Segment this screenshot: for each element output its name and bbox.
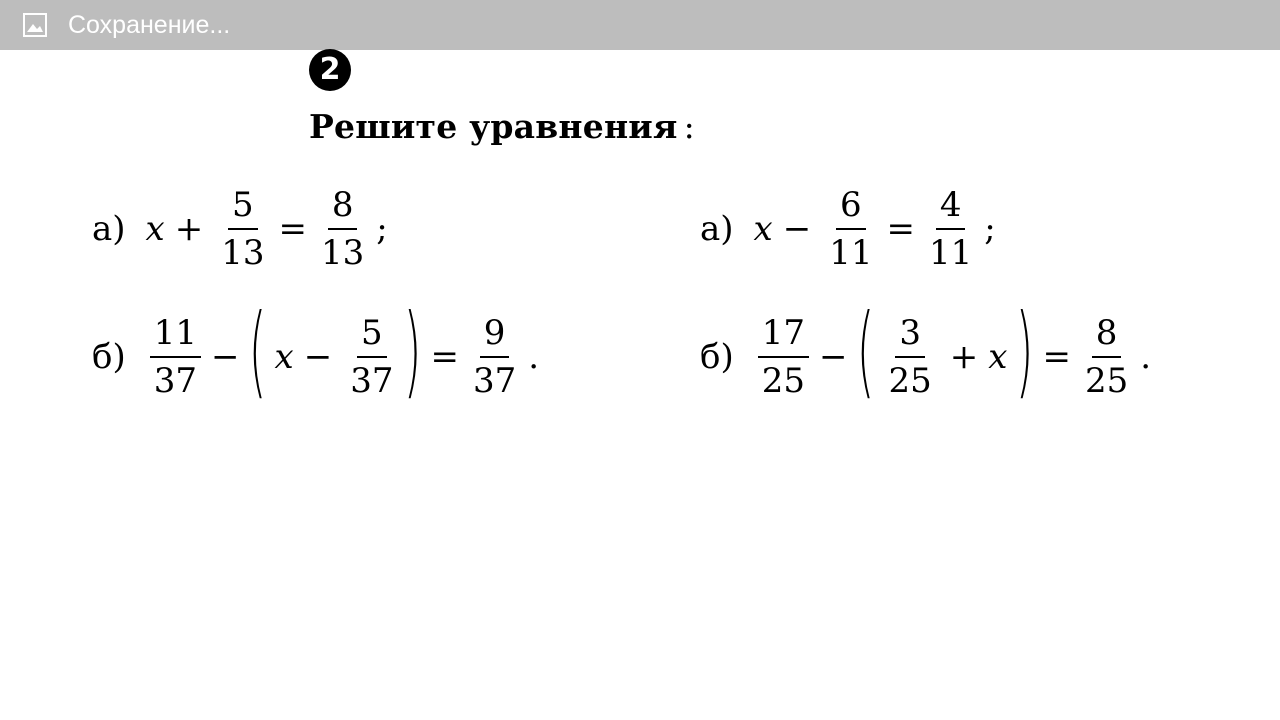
operator: −	[819, 337, 848, 377]
denominator: 13	[221, 233, 265, 273]
numerator: 3	[895, 310, 925, 358]
numerator: 11	[150, 310, 201, 358]
numerator: 6	[836, 182, 866, 230]
denominator: 25	[761, 361, 805, 401]
denominator: 25	[888, 361, 932, 401]
variable-x: x	[988, 337, 1008, 377]
numerator: 9	[480, 310, 510, 358]
fraction	[217, 182, 268, 276]
denominator: 37	[350, 361, 394, 401]
denominator: 37	[153, 361, 197, 401]
fraction	[825, 182, 876, 276]
equation-label: а)	[700, 209, 734, 249]
operator: −	[782, 209, 812, 249]
right-parenthesis: )	[1016, 292, 1034, 409]
semicolon: ;	[376, 209, 388, 249]
image-icon	[23, 13, 47, 37]
denominator: 37	[472, 361, 517, 401]
fraction	[1081, 310, 1132, 404]
fraction	[925, 182, 976, 276]
fraction	[758, 310, 809, 404]
denominator: 11	[929, 233, 973, 273]
equals-sign: =	[886, 209, 915, 249]
fraction	[317, 182, 368, 276]
equation-label: б)	[92, 337, 126, 377]
operator: −	[303, 337, 333, 377]
numerator: 5	[357, 310, 387, 358]
variable-x: x	[145, 209, 165, 249]
task-heading	[309, 107, 695, 146]
equals-sign: =	[430, 337, 459, 377]
operator: −	[211, 337, 240, 377]
equation-right-b	[700, 292, 1152, 409]
equation-label: а)	[92, 209, 126, 249]
semicolon: ;	[984, 209, 996, 249]
variable-x: x	[753, 209, 773, 249]
operator: +	[174, 209, 204, 249]
equals-sign: =	[1042, 337, 1071, 377]
task-number-badge: 2	[309, 49, 351, 91]
operator: +	[949, 337, 979, 377]
numerator: 8	[1092, 310, 1122, 358]
equation-right-a	[700, 182, 996, 276]
heading-text: Решите уравнения	[309, 107, 678, 146]
numerator: 4	[936, 182, 966, 230]
equation-label: б)	[700, 337, 734, 377]
top-status-bar	[0, 0, 1280, 50]
left-parenthesis: (	[856, 292, 874, 409]
equation-left-a	[92, 182, 388, 276]
numerator: 5	[228, 182, 258, 230]
fraction	[885, 310, 936, 404]
denominator: 25	[1084, 361, 1129, 401]
fraction	[150, 310, 201, 404]
period: .	[1140, 337, 1152, 377]
right-parenthesis: )	[404, 292, 422, 409]
saving-status-text: Сохранение...	[68, 11, 231, 39]
equals-sign: =	[278, 209, 307, 249]
fraction	[346, 310, 397, 404]
period: .	[528, 337, 540, 377]
heading-colon: :	[683, 107, 695, 146]
numerator: 17	[758, 310, 809, 358]
denominator: 11	[829, 233, 873, 273]
equation-left-b	[92, 292, 540, 409]
denominator: 13	[321, 233, 365, 273]
fraction	[469, 310, 520, 404]
left-parenthesis: (	[248, 292, 266, 409]
numerator: 8	[328, 182, 358, 230]
variable-x: x	[274, 337, 294, 377]
